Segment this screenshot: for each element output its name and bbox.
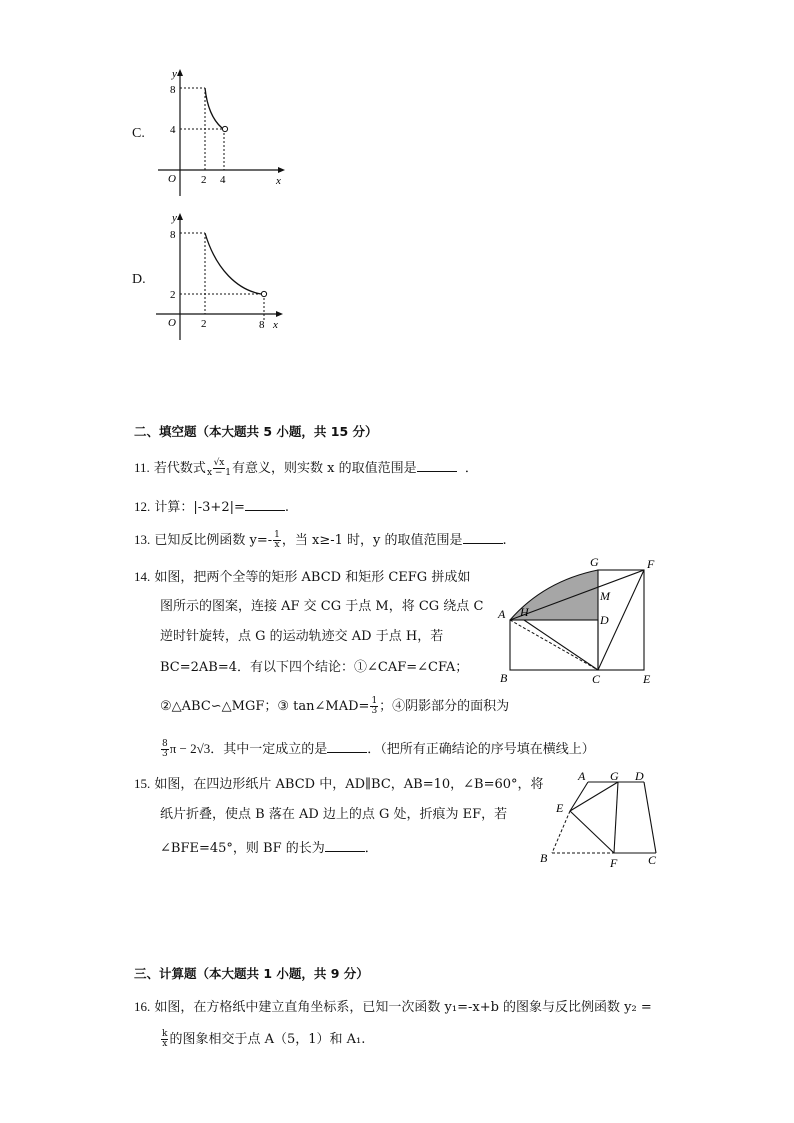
x-tick: 4 — [220, 174, 226, 186]
question-14-line-6: $\frac{8}{3}$ π − 2√3．其中一定成立的是 ．（把所有正确结论的序号填在横线上） — [162, 739, 595, 759]
y-tick: 8 — [170, 84, 176, 96]
answer-blank[interactable] — [327, 739, 367, 753]
svg-text:D: D — [635, 769, 644, 783]
y-label: y — [172, 212, 177, 224]
y-axis-arrow — [177, 69, 183, 76]
question-14-line-4: BC=2AB=4．有以下四个结论：①∠CAF=∠CFA； — [160, 660, 469, 675]
svg-text:F: F — [647, 557, 655, 571]
svg-text:D: D — [600, 613, 609, 627]
origin-label: O — [168, 317, 176, 329]
option-d-graph — [150, 210, 290, 344]
option-d-label: D. — [132, 272, 146, 287]
svg-text:M: M — [600, 589, 610, 603]
y-tick: 8 — [170, 229, 176, 241]
section-3-heading: 三、计算题（本大题共 1 小题，共 9 分） — [134, 966, 369, 981]
svg-text:C: C — [592, 672, 601, 686]
svg-text:A: A — [498, 607, 506, 621]
svg-text:F: F — [610, 856, 618, 870]
svg-text:E: E — [643, 672, 651, 686]
svg-text:G: G — [610, 769, 619, 783]
question-16-line-1: 16. 如图，在方格纸中建立直角坐标系，已知一次函数 y₁=-x+b 的图象与反比例函数 y₂ = — [134, 999, 652, 1015]
y-label: y — [172, 68, 177, 80]
svg-text:B: B — [540, 851, 548, 865]
x-tick: 2 — [201, 174, 207, 186]
y-tick: 2 — [170, 289, 176, 301]
question-15-line-1: 15. 如图，在四边形纸片 ABCD 中，AD∥BC，AB=10，∠B=60°，将 — [134, 776, 544, 792]
question-15-line-2: 纸片折叠，使点 B 落在 AD 边上的点 G 处，折痕为 EF，若 — [160, 807, 508, 822]
answer-blank[interactable] — [245, 497, 285, 511]
x-tick: 8 — [259, 319, 265, 331]
svg-text:H: H — [520, 605, 529, 619]
option-c-graph — [150, 66, 290, 202]
x-label: x — [273, 319, 278, 331]
x-label: x — [276, 175, 281, 187]
question-12: 12. 计算：|-3+2|= . — [134, 499, 290, 515]
svg-text:A: A — [578, 769, 586, 783]
answer-blank[interactable] — [417, 458, 457, 472]
question-13: 13. 已知反比例函数 y=- $\frac{1}{x}$ ，当 x≥-1 时，y 的取值范围是 . — [134, 530, 507, 550]
open-endpoint — [222, 126, 227, 131]
question-14-line-3: 逆时针旋转，点 G 的运动轨迹交 AD 于点 H，若 — [160, 629, 444, 644]
question-16-line-2: $\frac{k}{x}$ 的图象相交于点 A（5，1）和 A₁. — [162, 1029, 366, 1049]
question-15-figure — [534, 766, 664, 870]
svg-text:C: C — [648, 853, 657, 867]
curve — [205, 88, 222, 128]
answer-blank[interactable] — [463, 530, 503, 544]
option-c-label: C. — [132, 126, 145, 141]
question-14-line-5: ②△ABC∽△MGF；③ tan∠MAD= $\frac{1}{3}$ ；④阴影部分的面积为 — [160, 696, 510, 716]
svg-text:E: E — [556, 801, 564, 815]
answer-blank[interactable] — [325, 838, 365, 852]
y-tick: 4 — [170, 124, 176, 136]
x-axis-arrow — [278, 167, 285, 173]
question-14-line-1: 14. 如图，把两个全等的矩形 ABCD 和矩形 CEFG 拼成如 — [134, 569, 471, 585]
question-14-figure — [494, 556, 664, 688]
question-15-line-3: ∠BFE=45°，则 BF 的长为 ． — [160, 838, 378, 857]
origin-label: O — [168, 173, 176, 185]
x-tick: 2 — [201, 318, 207, 330]
svg-text:B: B — [500, 671, 508, 685]
question-14-line-2: 图所示的图案，连接 AF 交 CG 于点 M，将 CG 绕点 C — [160, 599, 484, 614]
section-2-heading: 二、填空题（本大题共 5 小题，共 15 分） — [134, 424, 378, 439]
svg-text:G: G — [590, 556, 599, 569]
question-11: 11. 若代数式 $\frac{√x}{x - 1}$ 有意义，则实数 x 的取值范围是 ． — [134, 458, 478, 478]
